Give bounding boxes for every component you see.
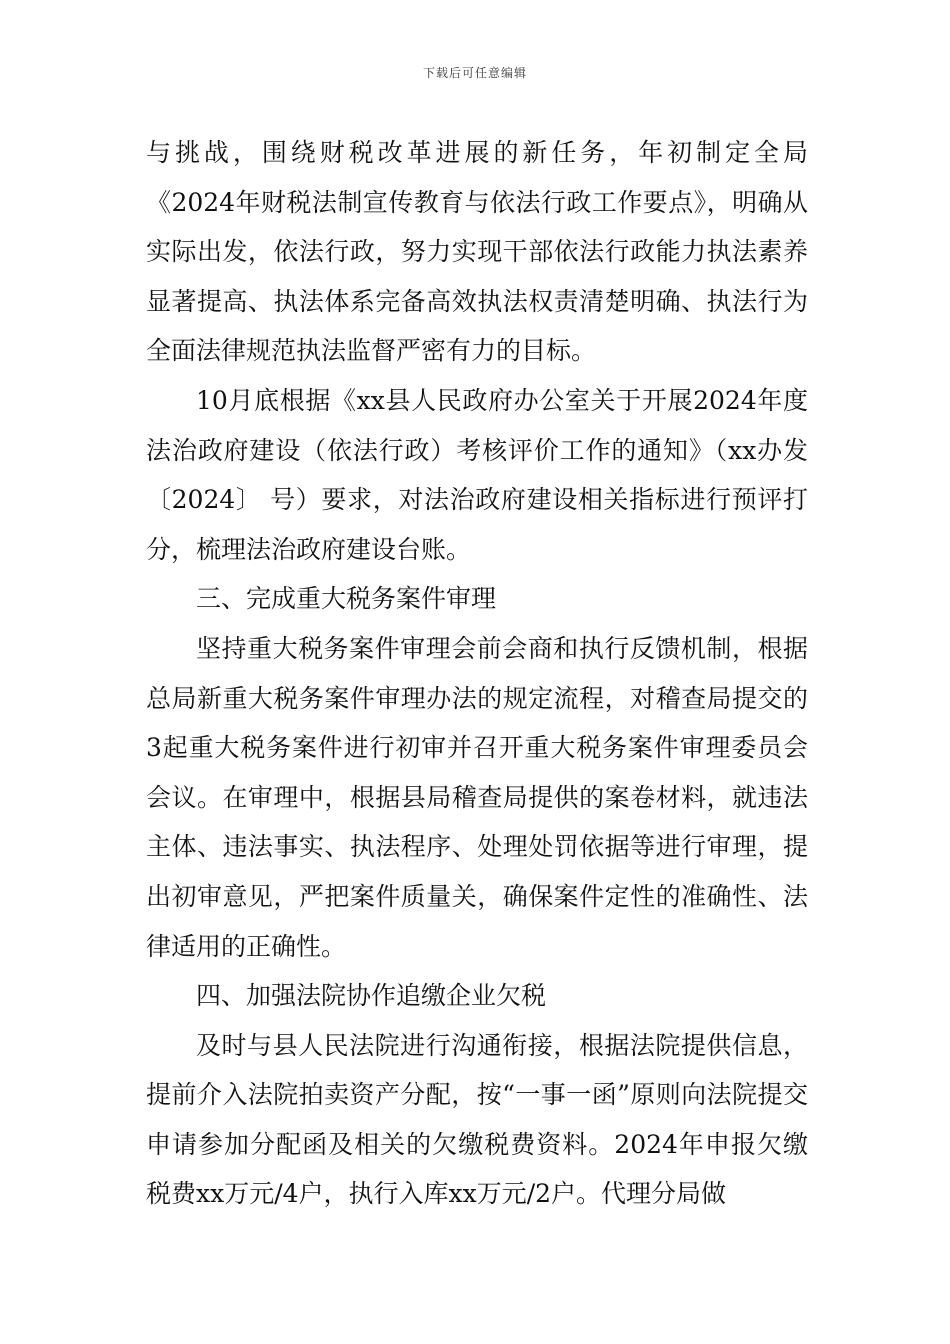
page-header: 下载后可任意编辑 [422,66,527,80]
document-body [146,128,808,1219]
paragraph-case-review: 坚持重大税务案件审理会前会商和执行反馈机制，根据总局新重大税务案件审理办法的规定流程，对稽查局提交的3起重大税务案件进行初审并召开重大税务案件审理委员会会议。在审理中，根据县局稽查局提供的案卷材料，就违法主体、违法事实、执法程序、处理处罚依据等进行审理，提出初审意见，严把案件质量关，确保案件定性的准确性、法律适用的正确性。 [146,633,808,961]
paragraph-court-collection: 及时与县人民法院进行沟通衔接，根据法院提供信息，提前介入法院拍卖资产分配，按“一事一函”原则向法院提交申请参加分配函及相关的欠缴税费资料。2024年申报欠缴税费xx万元/4户，执行入库xx万元/2户。代理分局做 [146,1030,808,1209]
paragraph-continuation: 与挑战，围绕财税改革进展的新任务，年初制定全局《2024年财税法制宣传教育与依法行政工作要点》，明确从实际出发，依法行政，努力实现干部依法行政能力执法素养显著提高、执法体系完备高效执法权责清楚明确、执法行为全面法律规范执法监督严密有力的目标。 [146,138,808,366]
section-heading-4: 四、加强法院协作追缴企业欠税 [196,981,547,1011]
section-heading-3: 三、完成重大税务案件审理 [196,584,497,614]
paragraph-assessment: 10月底根据《xx县人民政府办公室关于开展2024年度法治政府建设（依法行政）考核评价工作的通知》（xx办发〔2024〕 号）要求，对法治政府建设相关指标进行预评打分，梳理法治政府建设台账。 [146,385,808,564]
